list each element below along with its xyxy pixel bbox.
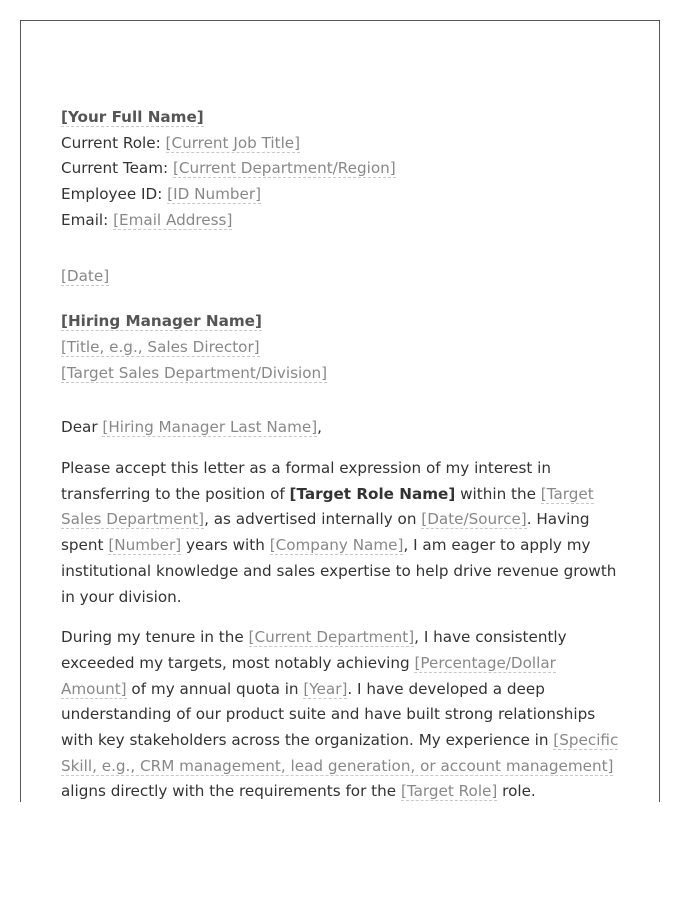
paragraph-text: . I have developed a deep understanding of our product suite and have built strong relationships with key stakeholders across the organization. My experience in — [61, 679, 596, 750]
paragraph-text: aligns directly with the requirements for the — [61, 782, 401, 801]
paragraph-text: , as advertised internally on — [204, 510, 422, 529]
current-team-label: Current Team: — [61, 159, 173, 178]
paragraph-text: within the — [455, 484, 541, 503]
email-label: Email: — [61, 210, 114, 229]
employee-id-label: Employee ID: — [61, 185, 168, 204]
date-field[interactable]: [Date] — [61, 266, 110, 285]
paragraph-text: Please accept this letter as a formal expression of my interest in transferring to the position of — [61, 459, 552, 503]
paragraph-text: , I have consistently exceeded my targets, most notably achieving — [61, 628, 567, 672]
date-block — [61, 264, 623, 290]
letter-content — [61, 105, 623, 802]
paragraph-2 — [61, 625, 623, 802]
current-role-field[interactable]: [Current Job Title] — [165, 133, 301, 152]
years-number-field[interactable]: [Number] — [108, 536, 182, 555]
target-sales-department-field[interactable]: [Target Sales Department] — [61, 484, 594, 529]
paragraph-text: years with — [181, 536, 270, 555]
target-role-name-field[interactable]: [Target Role Name] — [289, 484, 456, 503]
hiring-manager-name-field[interactable]: [Hiring Manager Name] — [61, 312, 262, 331]
company-name-field[interactable]: [Company Name] — [269, 536, 404, 555]
paragraph-text: During my tenure in the — [61, 628, 249, 647]
specific-skill-field[interactable]: [Specific Skill, e.g., CRM management, lead generation, or account management] — [61, 731, 619, 775]
employee-id-field[interactable]: [ID Number] — [167, 185, 262, 204]
email-field[interactable]: [Email Address] — [113, 210, 233, 229]
hiring-manager-last-name-field[interactable]: [Hiring Manager Last Name] — [102, 418, 318, 437]
paragraph-text: of my annual quota in — [126, 679, 304, 698]
sender-name[interactable]: [Your Full Name] — [61, 108, 204, 126]
hiring-manager-title-field[interactable]: [Title, e.g., Sales Director] — [61, 337, 260, 356]
paragraph-1 — [61, 456, 623, 610]
salutation-suffix: , — [317, 418, 322, 437]
current-department-field[interactable]: [Current Department] — [248, 628, 415, 647]
letter-page — [20, 20, 660, 802]
sender-block — [61, 105, 623, 234]
date-source-field[interactable]: [Date/Source] — [421, 510, 527, 529]
salutation-prefix: Dear — [61, 418, 103, 437]
year-field[interactable]: [Year] — [303, 679, 348, 698]
target-role-field[interactable]: [Target Role] — [400, 782, 498, 801]
recipient-block — [61, 309, 623, 386]
current-role-label: Current Role: — [61, 133, 166, 152]
paragraph-text: role. — [497, 782, 536, 801]
current-team-field[interactable]: [Current Department/Region] — [172, 159, 396, 178]
salutation — [61, 415, 623, 441]
paragraph-text: . Having spent — [61, 510, 590, 555]
target-department-field[interactable]: [Target Sales Department/Division] — [61, 363, 328, 382]
quota-amount-field[interactable]: [Percentage/Dollar Amount] — [61, 653, 556, 698]
paragraph-text: , I am eager to apply my institutional knowledge and sales expertise to help drive revenue growth in your division. — [61, 536, 617, 606]
